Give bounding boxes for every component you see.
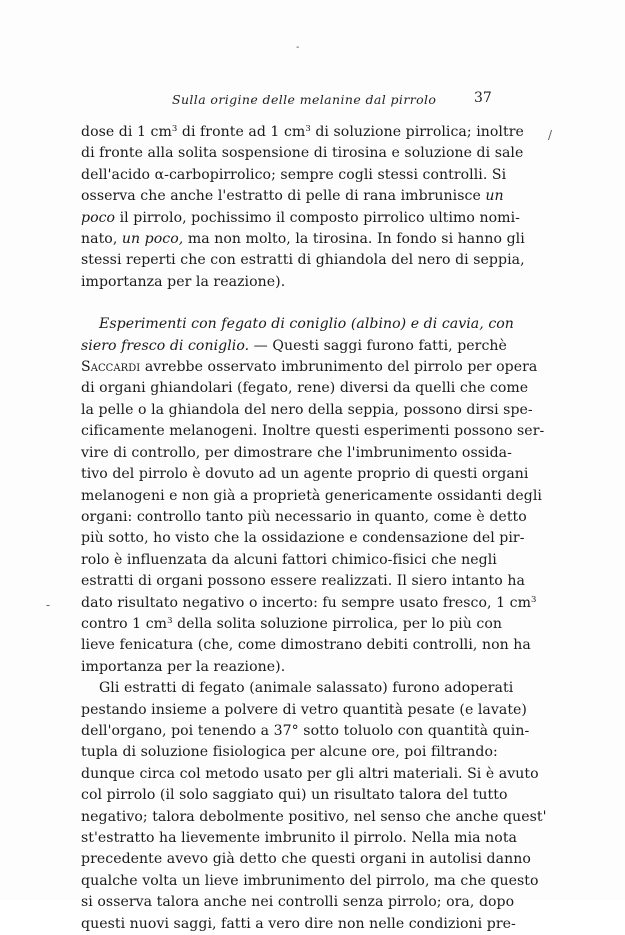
text-line: tivo del pirrolo è dovuto ad un agente proprio di questi organi (81, 466, 529, 483)
text-line: pestando insieme a polvere di vetro quantità pesate (e lavate) (81, 701, 527, 718)
text-line: Saccardi avrebbe osservato imbrunimento del pirrolo per opera (81, 359, 538, 376)
text-line: cificamente melanogeni. Inoltre questi esperimenti possono ser- (81, 423, 545, 440)
text-line: Gli estratti di fegato (animale salassato) furono adoperati (99, 680, 514, 697)
text-line: dato risultato negativo o incerto: fu sempre usato fresco, 1 $cm^3$ (81, 594, 537, 611)
text-line: organi: controllo tanto più necessario in quanto, come è detto (81, 508, 527, 525)
paragraph-liver-extracts (81, 678, 547, 935)
text-line: importanza per la reazione). (81, 273, 286, 290)
speck-mark-left: - (46, 598, 51, 612)
text-line: col pirrolo (il solo saggiato qui) un risultato talora del tutto (81, 787, 508, 804)
text-line: estratti di organi possono essere realizzati. Il siero intanto ha (81, 573, 525, 590)
text-line: dose di 1 $cm^3$ di fronte ad 1 $cm^3$ di soluzione pirrolica; inoltre (81, 124, 524, 140)
text-line: nato, un poco, ma non molto, la tirosina. In fondo si hanno gli (81, 231, 525, 248)
text-line: contro 1 $cm^3$ della solita soluzione pirrolica, per lo più con (81, 615, 502, 632)
text-line: dell'acido α-carbopirrolico; sempre cogli stessi controlli. Si (81, 166, 507, 183)
paragraph-continuation (81, 122, 525, 293)
text-line: vire di controllo, per dimostrare che l'imbrunimento ossida- (81, 444, 512, 461)
text-line: la pelle o la ghiandola del nero della seppia, possono dirsi spe- (81, 401, 533, 418)
text-line: stessi reperti che con estratti di ghiandola del nero di seppia, (81, 252, 525, 269)
text-line: rolo è influenzata da alcuni fattori chimico-fisici che negli (81, 551, 497, 568)
section-heading-line: Esperimenti con fegato di coniglio (albino) e di cavia, con (99, 316, 514, 333)
speck-mark-right: / (548, 128, 553, 142)
text-line: poco il pirrolo, pochissimo il composto pirrolico ultimo nomi- (81, 209, 520, 226)
speck-mark-top: - (296, 42, 300, 53)
text-line: più sotto, ho visto che la ossidazione e condensazione del pir- (81, 530, 525, 547)
text-line: negativo; talora debolmente positivo, nel senso che anche quest' (81, 808, 547, 825)
text-line: questi nuovi saggi, fatti a vero dire non nelle condizioni pre- (81, 915, 516, 932)
text-line: di organi ghiandolari (fegato, rene) diversi da quelli che come (81, 380, 529, 397)
text-line: tupla di soluzione fisiologica per alcune ore, poi filtrando: (81, 744, 498, 761)
text-line: siero fresco di coniglio. — Questi saggi furono fatti, perchè (81, 337, 507, 354)
text-line: osserva che anche l'estratto di pelle di rana imbrunisce un (81, 188, 504, 205)
paragraph-experiments-liver (81, 314, 545, 678)
text-line: importanza per la reazione). (81, 658, 286, 675)
paragraph-gap (81, 293, 488, 314)
text-line: dell'organo, poi tenendo a 37° sotto toluolo con quantità quin- (81, 722, 530, 739)
page-number: 37 (474, 90, 492, 106)
text-line: qualche volta un lieve imbrunimento del pirrolo, ma che questo (81, 872, 539, 889)
text-line: lieve fenicatura (che, come dimostrano debiti controlli, non ha (81, 637, 531, 654)
page-body (81, 122, 547, 935)
running-title: Sulla origine delle melanine dal pirrolo (172, 92, 437, 107)
text-line: st'estratto ha lievemente imbrunito il pirrolo. Nella mia nota (81, 830, 517, 846)
text-line: di fronte alla solita sospensione di tirosina e soluzione di sale (81, 145, 524, 162)
text-line: si osserva talora anche nei controlli senza pirrolo; ora, dopo (81, 894, 515, 911)
text-line: precedente avevo già detto che questi organi in autolisi danno (81, 851, 531, 868)
text-line: dunque circa col metodo usato per gli altri materiali. Si è avuto (81, 765, 539, 782)
text-line: melanogeni e non già a proprietà genericamente ossidanti degli (81, 487, 542, 504)
